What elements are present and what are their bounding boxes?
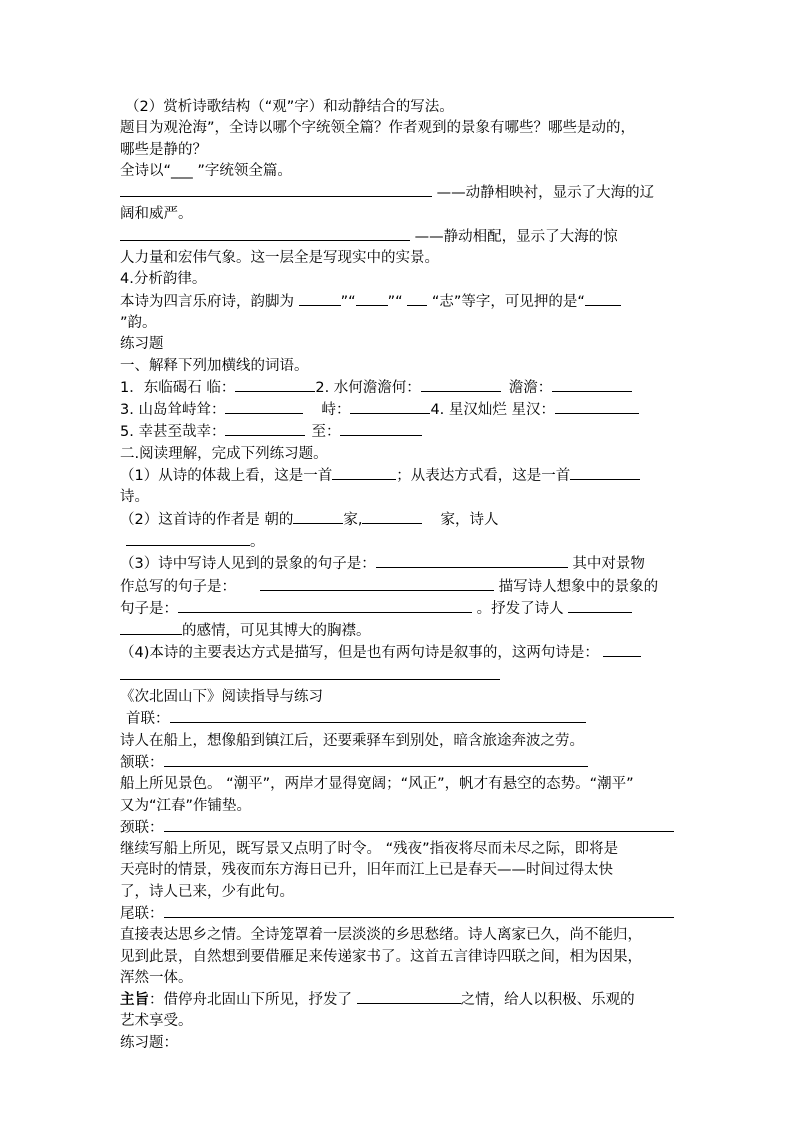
weilian-desc-2: 见到此景，自然想到要借雁足来传递家书了。这首五言律诗四联之间，相为因果，	[120, 948, 642, 965]
q4-line2	[120, 665, 676, 687]
document-page	[120, 97, 676, 1054]
rhyme-blank-3[interactable]	[407, 291, 427, 306]
static-scene-blank[interactable]	[120, 226, 410, 241]
vocab-row-3: 5. 幸甚至哉幸： 至：	[120, 421, 676, 443]
theme-label: 主旨	[120, 992, 149, 1009]
weilian-desc-1: 直接表达思乡之情。全诗笼罩着一层淡淡的乡思愁绪。诗人离家已久，尚不能归，	[120, 927, 642, 944]
rhyme-blank-1[interactable]	[299, 291, 341, 306]
weilian-line: 尾联：	[120, 903, 676, 925]
blank-summary-line[interactable]	[260, 576, 494, 591]
blank-song[interactable]	[225, 399, 303, 414]
vocab-row-1: 1．东临碣石 临： 2. 水何澹澹何： 澹澹：	[120, 377, 676, 399]
rhyme-title: 4.分析韵律。	[120, 271, 207, 288]
blank-dandan[interactable]	[552, 377, 632, 392]
blank-mode[interactable]	[570, 465, 640, 480]
theme-line: 主旨：借停舟北固山下所见，抒发了 之情，给人以积极、乐观的	[120, 989, 676, 1011]
static-scene-line2: 人力量和宏伟气象。这一层全是写现实中的实景。	[120, 250, 439, 267]
blank-narrative-2[interactable]	[120, 665, 500, 680]
jinglian-desc-2: 天亮时的情景，残夜而东方海日已升，旧年而江上已是春天——时间过得太快	[120, 862, 613, 879]
static-scene-line: ——静动相配，显示了大海的惊	[120, 226, 676, 248]
exercise-label: 练习题：	[120, 1034, 178, 1051]
jinglian-line: 颈联：	[120, 817, 676, 839]
part1-title: 一、解释下列加横线的词语。	[120, 357, 309, 374]
blank-hanlian[interactable]	[164, 752, 588, 767]
blank-imagined-lines[interactable]	[178, 598, 472, 613]
blank-narrative-1[interactable]	[603, 642, 641, 657]
blank-identity-1[interactable]	[293, 509, 343, 524]
rhyme-blank-4[interactable]	[585, 291, 621, 306]
q2-prompt-line1: 题目为观沧海”，全诗以哪个字统领全篇？作者观到的景象有哪些？哪些是动的，	[120, 120, 636, 137]
dynamic-scene-line: ——动静相映衬，显示了大海的辽	[120, 182, 676, 204]
blank-seen-lines[interactable]	[376, 553, 568, 568]
q3-line: （3）诗中写诗人见到的景象的句子是： 其中对景物	[120, 553, 676, 575]
blank-poet[interactable]	[126, 531, 250, 546]
q4-line: （4)本诗的主要表达方式是描写，但是也有两句诗是叙事的，这两句诗是：	[120, 642, 676, 664]
blank-xinghan[interactable]	[555, 399, 639, 414]
blank-genre[interactable]	[332, 465, 396, 480]
q2-prompt-line2: 哪些是静的？	[120, 141, 207, 158]
dynamic-scene-line2: 阔和威严。	[120, 206, 193, 223]
hanlian-line: 颔联：	[120, 752, 676, 774]
weilian-desc-3: 浑然一体。	[120, 969, 193, 986]
jinglian-desc-1: 继续写船上所见，既写景又点明了时令。 “残夜”指夜将尽而未尽之际，即将是	[120, 841, 619, 858]
shoulian-desc: 诗人在船上，想像船到镇江后，还要乘驿车到别处，暗含旅途奔波之劳。	[120, 732, 584, 749]
blank-identity-2[interactable]	[362, 509, 422, 524]
jinglian-desc-3: 了，诗人已来，少有此句。	[120, 883, 294, 900]
blank-shoulian[interactable]	[170, 708, 586, 723]
blank-xing[interactable]	[225, 421, 305, 436]
q2-title: （2）赏析诗歌结构（“观”字）和动静结合的写法。	[125, 99, 454, 115]
blank-jinglian[interactable]	[164, 817, 674, 832]
dynamic-scene-blank[interactable]	[120, 182, 432, 197]
blank-he[interactable]	[421, 377, 501, 392]
hanlian-desc-2: 又为“江春”作铺垫。	[120, 797, 252, 814]
shoulian-line: 首联：	[120, 708, 676, 730]
q2-author-line2: 。	[120, 531, 676, 553]
guan-lead-line: 全诗以“___ ”字统领全篇。	[120, 162, 292, 179]
q3-line2: 作总写的句子是： 描写诗人想象中的景象的	[120, 576, 676, 598]
q3-line4: 的感情，可见其博大的胸襟。	[120, 620, 676, 642]
q1-line2: 诗。	[120, 489, 149, 506]
guan-blank[interactable]: ___	[171, 162, 193, 179]
rhyme-line: 本诗为四言乐府诗，韵脚为 ”“ ”“ “志”等字，可见押的是“	[120, 291, 676, 313]
rhyme-line2: ”韵。	[120, 314, 157, 331]
blank-theme[interactable]	[357, 989, 461, 1004]
blank-poet-feeling[interactable]	[568, 598, 632, 613]
q2-author-line: （2）这首诗的作者是 朝的 家, 家，诗人	[120, 509, 676, 531]
blank-lin[interactable]	[235, 377, 315, 392]
hanlian-desc-1: 船上所见景色。 “潮平”，两岸才显得宽阔；“风正”，帆才有悬空的态势。“潮平”	[120, 776, 634, 793]
blank-weilian[interactable]	[164, 903, 674, 918]
blank-feeling[interactable]	[120, 620, 182, 635]
blank-zhi[interactable]	[350, 399, 430, 414]
vocab-row-2: 3. 山岛耸峙耸： 峙： 4. 星汉灿烂 星汉：	[120, 399, 676, 421]
rhyme-blank-2[interactable]	[356, 291, 388, 306]
exercise-heading: 练习题	[120, 336, 164, 353]
section2-title: 《次北固山下》阅读指导与练习	[120, 689, 323, 706]
blank-zhi2[interactable]	[340, 421, 422, 436]
q3-line3: 句子是： 。抒发了诗人	[120, 598, 676, 620]
q1-line: （1）从诗的体裁上看，这是一首 ；从表达方式看，这是一首	[120, 465, 676, 487]
theme-line2: 艺术享受。	[120, 1013, 193, 1030]
part2-title: 二.阅读理解，完成下列练习题。	[120, 445, 328, 462]
